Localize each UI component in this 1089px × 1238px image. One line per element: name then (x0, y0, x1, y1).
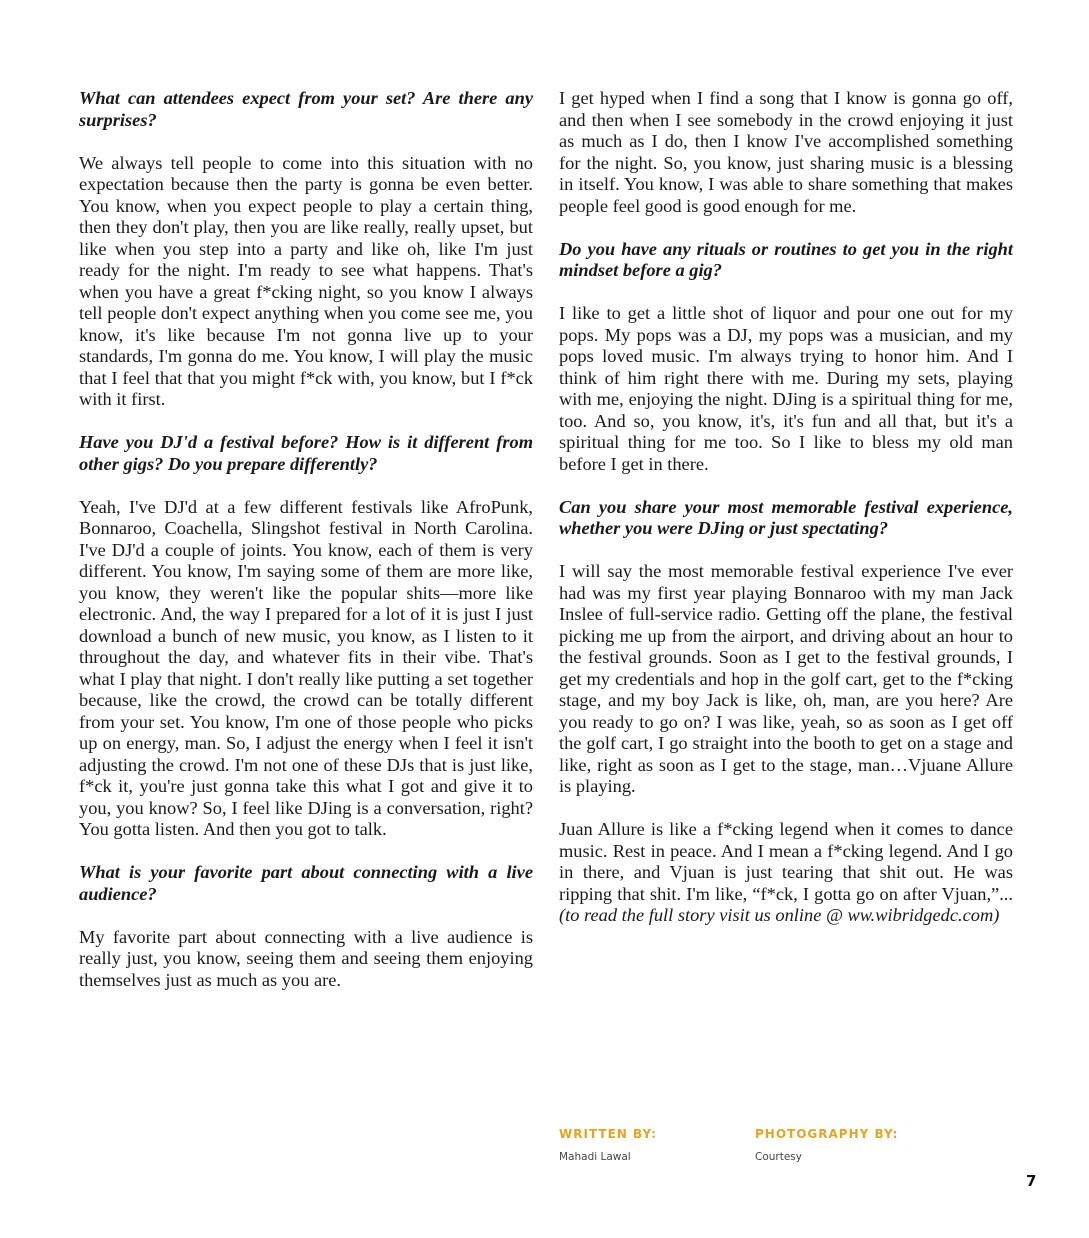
answer-live-audience-continued: I get hyped when I find a song that I know is gonna go off, and then when I see somebody in the crowd enjoying it just as much as I do, then I know I've accomplished something for the night. So, you know, just sharing music is a blessing in itself. You know, I was able to share something that makes people feel good is good enough for me. (559, 88, 1013, 216)
photography-by-name: Courtesy (755, 1151, 802, 1163)
answer-juan-allure (559, 819, 1013, 927)
question-expect: What can attendees expect from your set? Are there any surprises? (79, 88, 533, 130)
photography-by-label: PHOTOGRAPHY BY: (755, 1127, 899, 1141)
credit-photography (755, 1127, 898, 1163)
question-festival: Have you DJ'd a festival before? How is it different from other gigs? Do you prepare differently? (79, 432, 533, 474)
question-memorable: Can you share your most memorable festival experience, whether you were DJing or just spectating? (559, 496, 1013, 538)
written-by-label: WRITTEN BY: (559, 1127, 657, 1141)
right-column (559, 88, 1013, 948)
question-live-audience: What is your favorite part about connecting with a live audience? (79, 862, 533, 904)
written-by-name: Mahadi Lawal (559, 1151, 631, 1163)
question-rituals: Do you have any rituals or routines to get you in the right mindset before a gig? (559, 238, 1013, 280)
left-column (79, 88, 533, 1013)
answer-rituals: I like to get a little shot of liquor and pour one out for my pops. My pops was a DJ, my pops was a musician, and my pops loved music. I'm always trying to honor him. And I think of him right there with me. During my sets, playing with me, enjoying the night. DJing is a spiritual thing for me, too. And so, you know, it's, it's fun and all that, but it's a spiritual thing for me too. So I like to bless my old man before I get in there. (559, 303, 1013, 474)
page-number: 7 (1026, 1172, 1037, 1190)
full-story-link[interactable]: (to read the full story visit us online @ ww.wibridgedc.com) (559, 905, 1000, 925)
answer-memorable: I will say the most memorable festival experience I've ever had was my first year playing Bonnaroo with my man Jack Inslee of full-service radio. Getting off the plane, the festival picking me up from the airport, and driving about an hour to the festival grounds. Soon as I get to the festival grounds, I get my credentials and hop in the golf cart, get to the f*cking stage, and my boy Jack is like, oh, man, are you here? Are you ready to go on? I was like, yeah, so as soon as I get off the golf cart, I go straight into the booth to get on a stage and like, right as soon as I get to the stage, man…Vjuane Allure is playing. (559, 561, 1013, 796)
answer-juan-allure-text: Juan Allure is like a f*cking legend when it comes to dance music. Rest in peace. And I mean a f*cking legend. And I go in there, and Vjuan is just tearing that shit out. He was ripping that shit. I'm like, “f*ck, I gotta go on after Vjuan,”... (559, 819, 1013, 904)
answer-expect: We always tell people to come into this situation with no expectation because then the party is gonna be even better. You know, when you expect people to play a certain thing, then they don't play, then you are like really, really upset, but like when you step into a party and like oh, like I'm just ready for the night. I'm ready to see what happens. That's when you have a great f*cking night, so you know I always tell people don't expect anything when you come see me, you know, it's like because I'm not gonna live up to your standards, I'm gonna do me. You know, I will play the music that I feel that that you might f*ck with, you know, but I f*ck with it first. (79, 152, 533, 409)
answer-live-audience: My favorite part about connecting with a live audience is really just, you know, seeing them and seeing them enjoying themselves just as much as you are. (79, 926, 533, 990)
answer-festival: Yeah, I've DJ'd at a few different festivals like AfroPunk, Bonnaroo, Coachella, Slingshot festival in North Carolina. I've DJ'd a couple of joints. You know, each of them is very different. You know, I'm saying some of them are more like, you know, they weren't like the popular shits—more like electronic. And, the way I prepared for a lot of it is just I just download a bunch of new music, you know, as I listen to it throughout the day, and whatever fits in their vibe. That's what I play that night. I don't really like putting a set together because, like the crowd, the crowd can be totally different from your set. You know, I'm one of those people who picks up on energy, man. So, I adjust the energy when I feel it isn't adjusting the crowd. I'm not one of these DJs that is just like, f*ck it, you're just gonna take this what I got and give it to you, you know? So, I feel like DJing is a conversation, right? You gotta listen. And then you got to talk. (79, 496, 533, 839)
credit-written (559, 1127, 657, 1163)
